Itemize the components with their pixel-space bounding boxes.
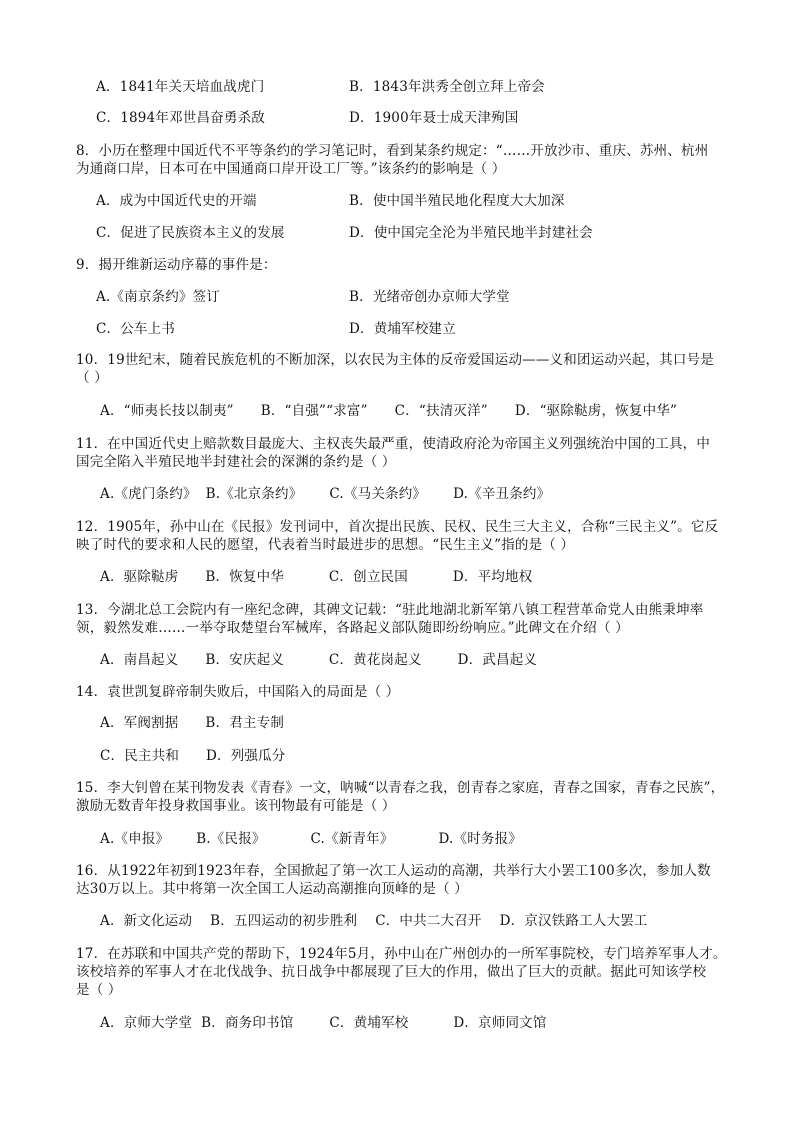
q7-option-c: C．1894年邓世昌奋勇杀敌 (96, 110, 265, 126)
q8-option-c: C．促进了民族资本主义的发展 (96, 225, 285, 241)
q11-options: A.《虎门条约》 B.《北京条约》 C.《马关条约》 D.《辛丑条约》 (100, 486, 551, 502)
q10-options: A．“师夷长技以制夷” B．“自强”“求富” C．“扶清灭洋” D．“驱除鞑虏，恢复中华” (100, 403, 678, 419)
q11-stem-line1: 11．在中国近代史上赔款数目最庞大、主权丧失最严重，使清政府沦为帝国主义列强统治中国的工具，中 (76, 436, 711, 452)
q14-options-row2: C．民主共和 D．列强瓜分 (100, 748, 286, 764)
q8-stem-line2: 为通商口岸，日本可在中国通商口岸开设工厂等。”该条约的影响是（ ） (76, 161, 506, 177)
q12-options: A．驱除鞑虏 B．恢复中华 C．创立民国 D．平均地权 (100, 569, 533, 585)
q7-option-a: A．1841年关天培血战虎门 (96, 79, 265, 95)
q13-stem-line1: 13．今湖北总工会院内有一座纪念碑，其碑文记载：“驻此地湖北新军第八镇工程营革命党人由熊秉坤率 (76, 602, 704, 618)
q17-stem-line2: 该校培养的军事人才在北伐战争、抗日战争中都展现了巨大的作用，做出了巨大的贡献。据此可知该学校 (76, 964, 707, 980)
q9-option-b: B．光绪帝创办京师大学堂 (349, 289, 510, 305)
q11-stem-line2: 国完全陷入半殖民地半封建社会的深渊的条约是（ ） (76, 454, 396, 470)
q14-stem: 14．袁世凯复辟帝制失败后，中国陷入的局面是（ ） (76, 684, 400, 700)
q16-options: A．新文化运动 B．五四运动的初步胜利 C．中共二大召开 D．京汉铁路工人大罢工 (100, 913, 648, 929)
q12-stem-line2: 映了时代的要求和人民的愿望，代表着当时最进步的思想。“民生主义”指的是（ ） (76, 537, 575, 553)
q8-option-a: A．成为中国近代史的开端 (96, 193, 257, 209)
q8-option-b: B．使中国半殖民地化程度大大加深 (349, 193, 565, 209)
q13-options: A．南昌起义 B．安庆起义 C．黄花岗起义 D．武昌起义 (100, 652, 538, 668)
q10-stem-line1: 10．19世纪末，随着民族危机的不断加深，以农民为主体的反帝爱国运动——义和团运动兴起，其口号是 (76, 352, 714, 368)
q15-stem-line2: 激励无数青年投身救国事业。该刊物最有可能是（ ） (76, 798, 396, 814)
q9-option-a: A.《南京条约》签订 (96, 289, 221, 305)
q15-stem-line1: 15．李大钊曾在某刊物发表《青春》一文，呐喊“以青春之我，创青春之家庭，青春之国家，青春之民族”， (76, 780, 725, 796)
q15-options: A.《申报》 B.《民报》 C.《新青年》 D.《时务报》 (100, 831, 522, 847)
q13-stem-line2: 领，毅然发难……一举夺取楚望台军械库，各路起义部队随即纷纷响应。”此碑文在介绍（ ） (76, 620, 629, 636)
q17-stem-line3: 是（ ） (76, 982, 122, 998)
q10-stem-line2: （ ） (76, 370, 108, 386)
q9-option-d: D．黄埔军校建立 (349, 321, 456, 337)
q8-option-d: D．使中国完全沦为半殖民地半封建社会 (349, 225, 593, 241)
q7-option-b: B．1843年洪秀全创立拜上帝会 (349, 79, 545, 95)
q17-options: A．京师大学堂 B．商务印书馆 C．黄埔军校 D．京师同文馆 (100, 1015, 547, 1031)
q8-stem-line1: 8．小历在整理中国近代不平等条约的学习笔记时，看到某条约规定：“……开放沙市、重庆、苏州、杭州 (76, 143, 709, 159)
q9-option-c: C．公车上书 (96, 321, 176, 337)
q17-stem-line1: 17．在苏联和中国共产党的帮助下，1924年5月，孙中山在广州创办的一所军事院校，专门培养军事人才。 (76, 946, 727, 962)
q14-options-row1: A．军阀割据 B．君主专制 (100, 715, 285, 731)
q7-option-d: D．1900年聂士成天津殉国 (349, 110, 519, 126)
q16-stem-line2: 达30万以上。其中将第一次全国工人运动高潮推向顶峰的是（ ） (76, 881, 468, 897)
q9-stem: 9．揭开维新运动序幕的事件是： (76, 257, 277, 273)
q16-stem-line1: 16．从1922年初到1923年春，全国掀起了第一次工人运动的高潮，共举行大小罢工100多次，参加人数 (76, 863, 711, 879)
q12-stem-line1: 12．1905年，孙中山在《民报》发刊词中，首次提出民族、民权、民生三大主义，合称“三民主义”。它反 (76, 519, 719, 535)
